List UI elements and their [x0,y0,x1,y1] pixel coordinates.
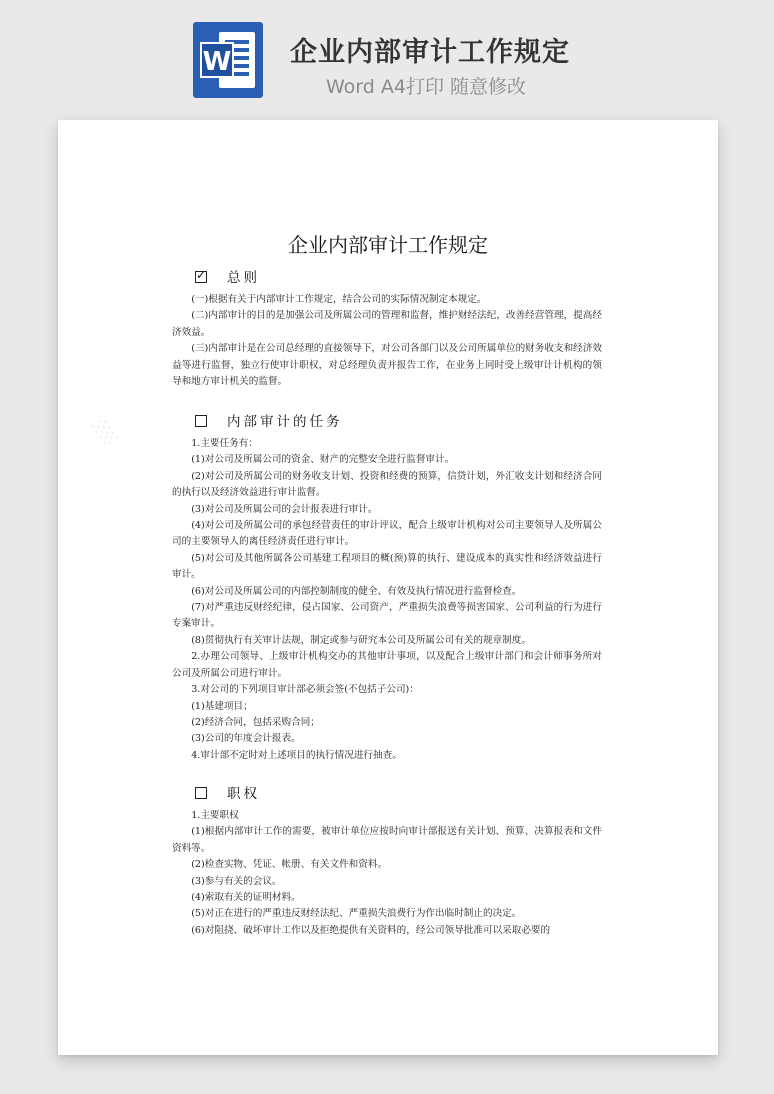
paragraph: (二)内部审计的目的是加强公司及所属公司的管理和监督，维护财经法纪，改善经营管理，提高经济效益。 [172,310,602,338]
section-body-tasks [172,436,602,764]
paragraph: (8)贯彻执行有关审计法规，制定或参与研究本公司及所属公司有关的规章制度。 [191,634,531,646]
paragraph: (6)对阻挠、破坏审计工作以及拒绝提供有关资料的，经公司领导批准可以采取必要的 [191,924,551,936]
paragraph: (1)基建项目； [191,700,253,712]
paragraph: 2.办理公司领导、上级审计机构交办的其他审计事项，以及配合上级审计部门和会计师事务所对公司及所属公司进行审计。 [172,651,602,679]
checkbox-icon [195,787,207,799]
section-body-general [172,292,602,390]
paragraph: 1.主要任务有： [191,438,258,449]
checkbox-icon [195,415,207,427]
paragraph: (4)对公司及所属公司的承包经营责任的审计评议，配合上级审计机构对公司主要领导人及所属公司的主要领导人的离任经济责任进行审计。 [172,520,602,548]
paragraph: (4)索取有关的证明材料。 [191,892,301,904]
paragraph: (2)经济合同，包括采购合同； [191,716,320,728]
word-document-icon [193,22,263,98]
word-icon-letter: W [200,42,234,78]
paragraph: (3)参与有关的会议。 [191,875,282,887]
section-heading-powers: 职权 [195,782,260,802]
header-title: 企业内部审计工作规定 [290,37,570,68]
paragraph: (一)根据有关于内部审计工作规定，结合公司的实际情况制定本规定。 [191,294,487,305]
paragraph: (2)对公司及所属公司的财务收支计划、投资和经费的预算，信贷计划，外汇收支计划和经济合同的执行以及经济效益进行审计监督。 [172,470,602,499]
paragraph: (3)公司的年度会计报表。 [191,733,301,745]
paragraph: (5)对公司及其他所属各公司基建工程项目的概(预)算的执行、建设成本的真实性和经济效益进行审计。 [172,552,602,581]
paragraph: 4.审计部不定时对上述项目的执行情况进行抽查。 [191,749,402,761]
paragraph: (6)对公司及所属公司的内部控制制度的健全、有效及执行情况进行监督检查。 [191,585,522,597]
checked-box-icon [195,271,207,283]
paragraph: 3.对公司的下列项目审计部必须会签(不包括子公司)： [191,684,419,696]
watermark-decoration: ░ [92,417,121,448]
paragraph: (2)检查实物、凭证、帐册、有关文件和资料。 [191,859,388,871]
paragraph: (1)对公司及所属公司的资金、财产的完整安全进行监督审计。 [191,454,455,466]
section-heading-tasks: 内部审计的任务 [195,410,343,430]
section-heading-general: ✓总则 [195,266,260,286]
paragraph: (三)内部审计是在公司总经理的直接领导下，对公司各部门以及公司所属单位的财务收支和经济效益等进行监督，独立行使审计职权，对总经理负责并报告工作，在业务上同时受上级审计计机构的领导和地方审计机关的监督。 [172,343,602,388]
header-subtitle: Word A4打印 随意修改 [326,76,527,98]
paragraph: (1)根据内部审计工作的需要，被审计单位应按时向审计部报送有关计划、预算、决算报表和文件资料等。 [172,826,602,854]
paragraph: (7)对严重违反财经纪律，侵占国家、公司资产，严重损失浪费等损害国家、公司利益的行为进行专案审计。 [172,602,602,630]
paragraph: (5)对正在进行的严重违反财经法纪、严重损失浪费行为作出临时制止的决定。 [191,908,522,920]
section-body-powers [172,808,602,939]
document-title: 企业内部审计工作规定 [288,233,488,257]
document-page [58,120,718,1055]
page-header [0,0,774,110]
paragraph: 1.主要职权 [191,810,239,821]
paragraph: (3)对公司及所属公司的会计报表进行审计。 [191,503,378,515]
